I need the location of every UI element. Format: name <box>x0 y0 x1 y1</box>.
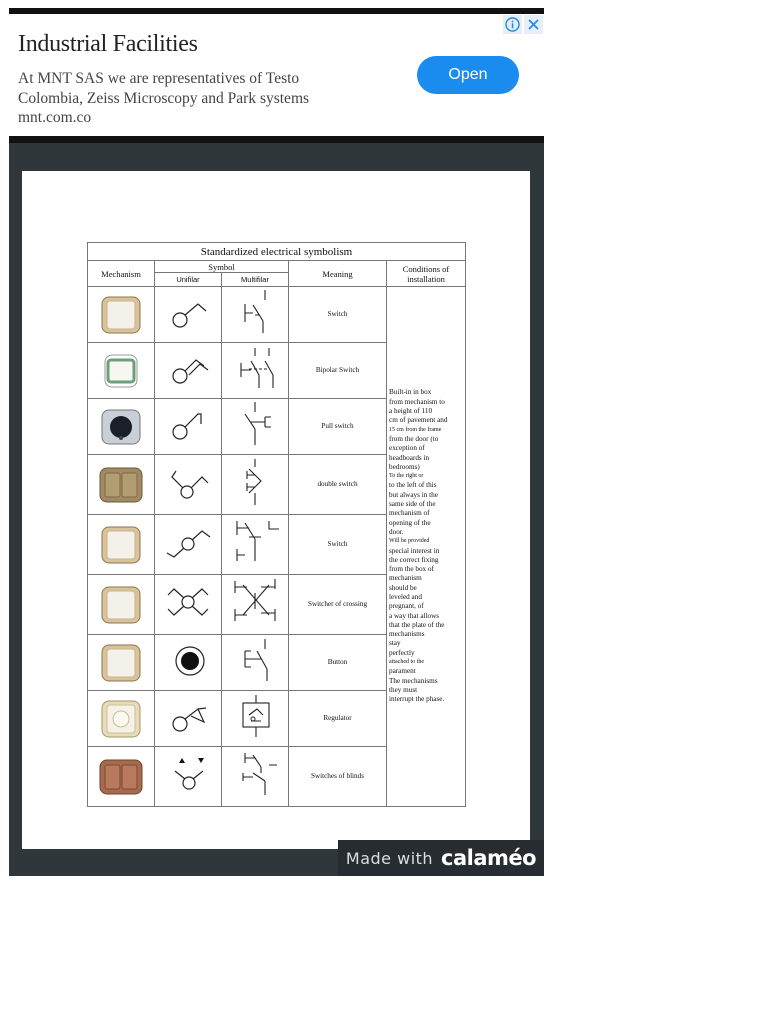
double-switch-photo <box>88 465 154 505</box>
brand-made-with: Made with <box>345 848 434 868</box>
ad-controls <box>503 15 543 34</box>
meaning-cell: Switch <box>289 287 387 343</box>
conditions-cell: Built-in in box from mechanism to a height of 110 cm of pavement and 15 cm from the frame from the door (to exception of headboards in bedrooms) To the right or to the left of this but always in the same side of the mechanism of opening of the door. Will be provided special interest in the correct fixing from the box of mechanism should be leveled and pregnant, of a way that allows that the plate of the mechanisms stay perfectly attached to the parament The mechanisms they must interrupt the phase. <box>387 287 466 807</box>
ad-open-button[interactable]: Open <box>417 56 519 94</box>
meaning-cell: Pull switch <box>289 399 387 455</box>
switch-photo <box>88 296 154 334</box>
header-symbol: Symbol <box>155 261 289 273</box>
meaning-cell: double switch <box>289 455 387 515</box>
multifilar-pull-switch-symbol <box>225 399 285 449</box>
ad-banner[interactable] <box>9 8 544 143</box>
meaning-cell: Switches of blinds <box>289 747 387 807</box>
unifilar-crossing-switch-symbol <box>158 577 218 627</box>
ad-url[interactable]: mnt.com.co <box>18 109 92 126</box>
meaning-cell: Regulator <box>289 691 387 747</box>
header-multifilar: Multifilar <box>222 273 289 287</box>
symbol-table <box>87 242 466 807</box>
multifilar-blinds-switch-symbol <box>225 747 285 801</box>
blinds-switch-photo <box>88 757 154 797</box>
multifilar-two-way-switch-symbol <box>225 515 285 569</box>
calameo-branding[interactable] <box>338 840 544 876</box>
unifilar-two-way-switch-symbol <box>158 517 218 567</box>
unifilar-double-switch-symbol <box>158 457 218 507</box>
header-mechanism: Mechanism <box>88 261 155 287</box>
unifilar-regulator-symbol <box>158 694 218 739</box>
ad-title[interactable]: Industrial Facilities <box>18 31 198 57</box>
header-meaning: Meaning <box>289 261 387 287</box>
table-row <box>88 287 466 343</box>
ad-description[interactable]: At MNT SAS we are representatives of Testo Colombia, Zeiss Microscopy and Park systems <box>18 70 310 107</box>
multifilar-bipolar-symbol <box>225 343 285 393</box>
document-viewer[interactable] <box>9 143 544 876</box>
close-icon[interactable] <box>524 15 543 34</box>
header-conditions: Conditions of installation <box>387 261 466 287</box>
meaning-cell: Bipolar Switch <box>289 343 387 399</box>
pull-switch-photo <box>88 408 154 446</box>
info-icon[interactable] <box>503 15 522 34</box>
multifilar-switch-symbol <box>225 287 285 337</box>
crossing-switch-photo <box>88 586 154 624</box>
meaning-cell: Switch <box>289 515 387 575</box>
header-unifilar: Unifilar <box>155 273 222 287</box>
button-photo <box>88 644 154 682</box>
multifilar-button-symbol <box>225 635 285 685</box>
meaning-cell: Button <box>289 635 387 691</box>
meaning-cell: Switcher of crossing <box>289 575 387 635</box>
switch-photo <box>88 526 154 564</box>
bipolar-switch-photo <box>88 352 154 390</box>
unifilar-button-symbol <box>158 638 218 683</box>
multifilar-double-switch-symbol <box>225 455 285 509</box>
unifilar-bipolar-symbol <box>158 346 218 391</box>
unifilar-switch-symbol <box>158 290 218 335</box>
regulator-photo <box>88 700 154 738</box>
unifilar-pull-switch-symbol <box>158 402 218 447</box>
document-page <box>22 171 530 849</box>
multifilar-crossing-switch-symbol <box>225 575 285 629</box>
table-caption: Standardized electrical symbolism <box>88 243 466 261</box>
unifilar-blinds-switch-symbol <box>158 749 218 799</box>
calameo-logo: calaméo <box>441 846 537 870</box>
multifilar-regulator-symbol <box>225 691 285 741</box>
